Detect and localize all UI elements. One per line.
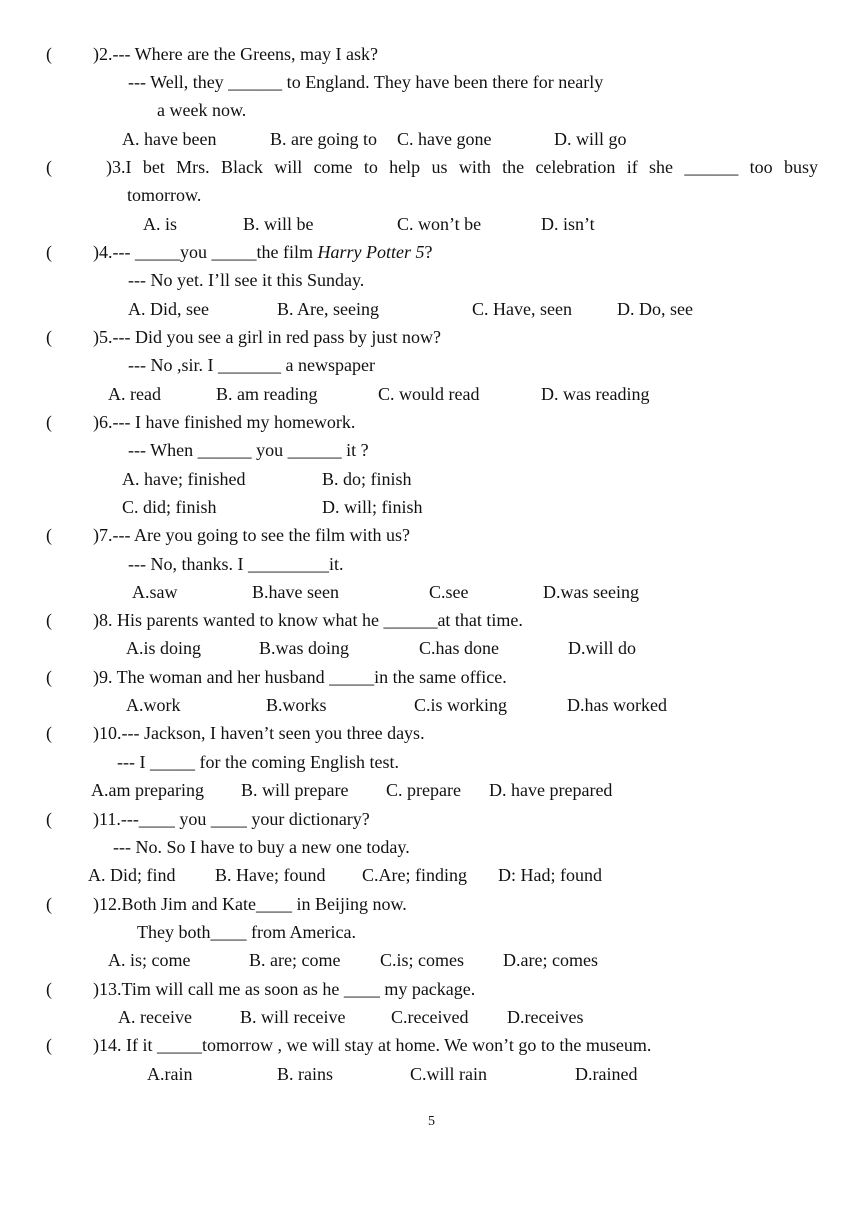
answer-paren-open: ( <box>46 610 52 630</box>
option-b: B. will be <box>243 214 314 234</box>
answer-paren-close: ) <box>93 412 99 432</box>
answer-paren-open: ( <box>46 44 52 64</box>
option-d: D. isn’t <box>541 214 595 234</box>
question-line: tomorrow. <box>127 185 202 205</box>
answer-paren-open: ( <box>46 667 52 687</box>
option-d: D.receives <box>507 1007 584 1027</box>
question-number: 9. <box>99 667 113 687</box>
question-9 <box>93 666 507 688</box>
option-c: C. would read <box>378 384 480 404</box>
option-c: C. Have, seen <box>472 299 572 319</box>
question-number: 14. <box>99 1035 122 1055</box>
question-number: 11. <box>99 809 121 829</box>
question-stem-end: ? <box>424 242 433 262</box>
question-11 <box>93 808 370 830</box>
answer-paren-close: ) <box>93 894 99 914</box>
question-number: 4. <box>99 242 113 262</box>
answer-paren-open: ( <box>46 157 52 177</box>
option-d: D. will; finish <box>322 497 423 517</box>
question-stem: --- Did you see a girl in red pass by just now? <box>112 327 441 347</box>
answer-paren-close: ) <box>93 327 99 347</box>
answer-paren-close: ) <box>93 242 99 262</box>
answer-paren-open: ( <box>46 1035 52 1055</box>
question-8 <box>93 609 523 631</box>
option-a: A. read <box>108 384 161 404</box>
option-d: D.will do <box>568 638 637 658</box>
option-b: B.works <box>266 695 327 715</box>
answer-paren-close: ) <box>93 979 99 999</box>
question-stem: Both Jim and Kate____ in Beijing now. <box>121 894 407 914</box>
question-5 <box>93 326 441 348</box>
option-c: C.received <box>391 1007 469 1027</box>
question-stem: --- Where are the Greens, may I ask? <box>112 44 379 64</box>
option-b: B. are; come <box>249 950 341 970</box>
option-b: B. will receive <box>240 1007 346 1027</box>
option-d: D. Do, see <box>617 299 693 319</box>
answer-paren-open: ( <box>46 809 52 829</box>
question-line: --- No yet. I’ll see it this Sunday. <box>128 270 365 290</box>
option-a: A. have been <box>122 129 217 149</box>
question-stem: --- I have finished my homework. <box>112 412 356 432</box>
option-c: C.see <box>429 582 469 602</box>
answer-paren-open: ( <box>46 894 52 914</box>
question-7 <box>93 524 410 546</box>
option-a: A. have; finished <box>122 469 246 489</box>
question-3 <box>106 156 818 178</box>
question-number: 2. <box>99 44 113 64</box>
answer-paren-open: ( <box>46 242 52 262</box>
option-d: D. was reading <box>541 384 650 404</box>
option-b: B. Are, seeing <box>277 299 379 319</box>
answer-paren-open: ( <box>46 412 52 432</box>
option-b: B. do; finish <box>322 469 412 489</box>
option-a: A.am preparing <box>91 780 204 800</box>
question-line: --- No. So I have to buy a new one today. <box>113 837 410 857</box>
question-number: 5. <box>99 327 113 347</box>
option-b: B.have seen <box>252 582 339 602</box>
question-line: --- No ,sir. I _______ a newspaper <box>128 355 375 375</box>
question-stem: If it _____tomorrow , we will stay at home. We won’t go to the museum. <box>121 1035 652 1055</box>
option-b: B. are going to <box>270 129 377 149</box>
option-d: D: Had; found <box>498 865 602 885</box>
question-line: --- When ______ you ______ it ? <box>128 440 369 460</box>
question-stem: The woman and her husband _____in the same office. <box>112 667 507 687</box>
option-b: B. am reading <box>216 384 318 404</box>
question-number: 13. <box>99 979 122 999</box>
question-number: 3. <box>112 157 126 177</box>
option-a: A.work <box>126 695 181 715</box>
option-c: C.Are; finding <box>362 865 467 885</box>
question-14 <box>93 1034 651 1056</box>
answer-paren-close: ) <box>93 809 99 829</box>
answer-paren-open: ( <box>46 327 52 347</box>
option-d: D.rained <box>575 1064 638 1084</box>
question-6 <box>93 411 355 433</box>
answer-paren-close: ) <box>106 157 112 177</box>
answer-paren-close: ) <box>93 44 99 64</box>
option-d: D.was seeing <box>543 582 639 602</box>
option-c: C. prepare <box>386 780 461 800</box>
question-10 <box>93 722 425 744</box>
question-line: --- Well, they ______ to England. They have been there for nearly <box>128 72 604 92</box>
question-number: 12. <box>99 894 122 914</box>
answer-paren-open: ( <box>46 723 52 743</box>
option-a: A.rain <box>147 1064 193 1084</box>
answer-paren-close: ) <box>93 723 99 743</box>
question-stem: I bet Mrs. Black will come to help us with the celebration if she ______ too busy <box>125 157 818 177</box>
question-number: 6. <box>99 412 113 432</box>
option-b: B.was doing <box>259 638 349 658</box>
option-b: B. Have; found <box>215 865 326 885</box>
option-b: B. will prepare <box>241 780 349 800</box>
option-d: D.has worked <box>567 695 667 715</box>
question-line: --- I _____ for the coming English test. <box>117 752 399 772</box>
option-a: A. is; come <box>108 950 191 970</box>
option-d: D. will go <box>554 129 627 149</box>
question-4 <box>93 241 432 263</box>
question-stem: --- Jackson, I haven’t seen you three days. <box>121 723 425 743</box>
option-a: A. Did; find <box>88 865 176 885</box>
option-d: D. have prepared <box>489 780 613 800</box>
question-13 <box>93 978 475 1000</box>
answer-paren-close: ) <box>93 1035 99 1055</box>
answer-paren-close: ) <box>93 667 99 687</box>
option-b: B. rains <box>277 1064 333 1084</box>
option-c: C.has done <box>419 638 499 658</box>
option-c: C.is working <box>414 695 508 715</box>
question-stem: --- _____you _____the film <box>112 242 318 262</box>
option-a: A.saw <box>132 582 178 602</box>
question-stem: Tim will call me as soon as he ____ my package. <box>121 979 476 999</box>
question-number: 10. <box>99 723 122 743</box>
answer-paren-close: ) <box>93 525 99 545</box>
answer-paren-open: ( <box>46 525 52 545</box>
option-a: A.is doing <box>126 638 202 658</box>
option-a: A. is <box>143 214 178 234</box>
option-a: A. Did, see <box>128 299 209 319</box>
question-number: 7. <box>99 525 113 545</box>
question-stem: His parents wanted to know what he ______at that time. <box>112 610 523 630</box>
page-number: 5 <box>428 1114 435 1129</box>
option-c: C. did; finish <box>122 497 217 517</box>
answer-paren-close: ) <box>93 610 99 630</box>
option-a: A. receive <box>118 1007 192 1027</box>
question-12 <box>93 893 407 915</box>
option-c: C.will rain <box>410 1064 487 1084</box>
option-c: C. won’t be <box>397 214 482 234</box>
option-c: C.is; comes <box>380 950 464 970</box>
question-line: a week now. <box>157 100 247 120</box>
question-line: They both____ from America. <box>137 922 356 942</box>
answer-paren-open: ( <box>46 979 52 999</box>
question-stem: ---____ you ____ your dictionary? <box>120 809 370 829</box>
question-number: 8. <box>99 610 113 630</box>
question-stem: --- Are you going to see the film with us? <box>112 525 410 545</box>
option-d: D.are; comes <box>503 950 598 970</box>
question-line: --- No, thanks. I _________it. <box>128 554 344 574</box>
film-title: Harry Potter 5 <box>317 242 425 262</box>
option-c: C. have gone <box>397 129 492 149</box>
question-2 <box>93 43 378 65</box>
